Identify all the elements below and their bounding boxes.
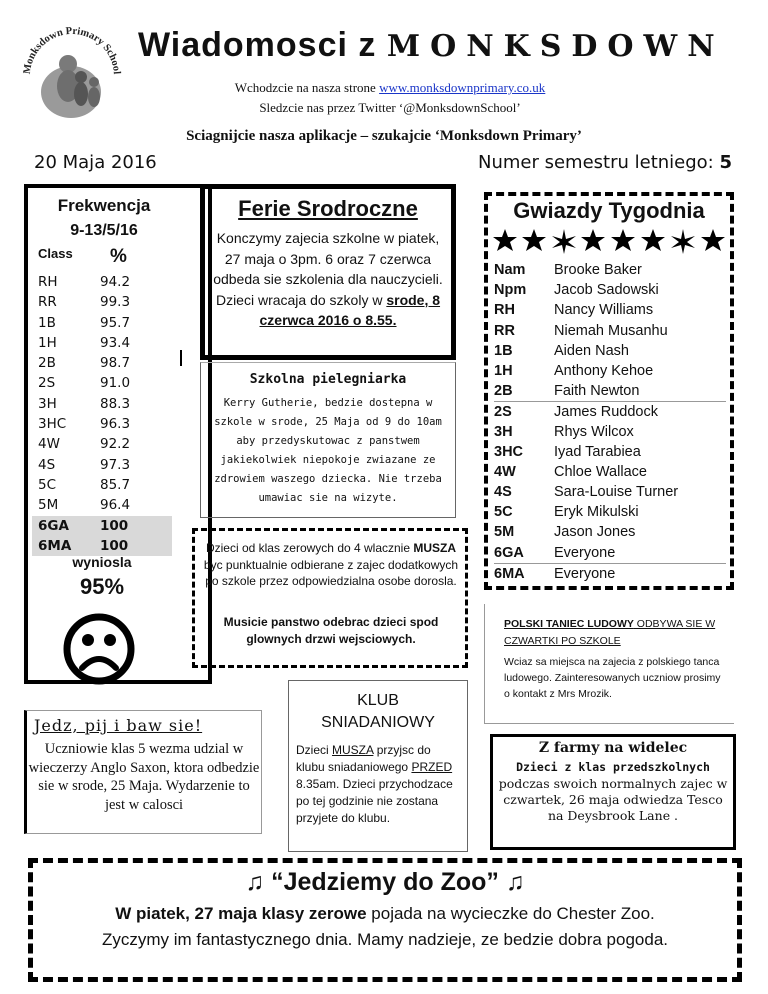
star-name: Rhys Wilcox	[554, 423, 634, 440]
sad-face-icon	[62, 612, 136, 686]
attendance-row	[32, 313, 172, 333]
star-row	[494, 260, 726, 280]
website-prefix: Wchodzcie na nasza strone	[234, 80, 376, 95]
attendance-class: 2B	[38, 355, 56, 372]
attendance-row-highlight	[32, 516, 172, 536]
attendance-class: RR	[38, 294, 57, 311]
website-link[interactable]: www.monksdownprimary.co.uk	[379, 80, 546, 95]
star-class: 2B	[494, 383, 513, 400]
half-term-text	[208, 228, 448, 331]
attendance-table	[32, 272, 172, 556]
star-row	[494, 341, 726, 361]
attendance-row	[32, 272, 172, 292]
attendance-value: 99.3	[100, 294, 131, 311]
star-decoration-icons	[492, 228, 726, 254]
star-row	[494, 381, 726, 401]
star-class: Npm	[494, 282, 527, 299]
attendance-class: 4W	[38, 436, 60, 453]
star-class: 6GA	[494, 544, 524, 561]
star-row	[494, 482, 726, 502]
star-name: Brooke Baker	[554, 262, 642, 278]
star-icon	[552, 229, 576, 254]
attendance-value: 97.3	[100, 456, 131, 473]
attendance-value: 94.2	[100, 274, 131, 290]
attendance-row	[32, 373, 172, 393]
star-class: 5M	[494, 524, 515, 541]
breakfast-club-text	[296, 742, 462, 827]
attendance-value: 100	[100, 537, 129, 554]
attendance-class: 1B	[38, 314, 56, 331]
star-name: Aiden Nash	[554, 342, 629, 359]
attendance-row	[32, 414, 172, 434]
divider	[180, 350, 182, 366]
attendance-value: 85.7	[100, 476, 131, 493]
star-row	[494, 442, 726, 462]
star-icon	[611, 229, 635, 251]
half-term-title: Ferie Srodroczne	[238, 196, 418, 221]
zoo-line-1-rest: pojada na wycieczke do Chester Zoo.	[366, 904, 655, 923]
attendance-row	[32, 394, 172, 414]
attendance-row	[32, 434, 172, 454]
star-class: 1H	[494, 362, 513, 379]
star-name: Iyad Tarabiea	[554, 443, 641, 460]
pickup-text-a: Dzieci od klas zerowych do 4 wlacznie	[205, 541, 411, 555]
star-name: Eryk Mikulski	[554, 504, 639, 521]
attendance-class: RH	[38, 274, 58, 290]
star-icon	[493, 229, 517, 251]
folk-dance-title-rest: ODBYWA SIE W CZWARTKI PO SZKOLE	[504, 618, 716, 647]
attendance-value: 88.3	[100, 395, 131, 412]
star-row	[494, 462, 726, 482]
attendance-row	[32, 333, 172, 353]
attendance-week: 9-13/5/16	[70, 222, 138, 239]
star-row	[494, 321, 726, 341]
zoo-title: “Jedziemy do Zoo”	[271, 868, 499, 896]
star-icon	[671, 229, 695, 254]
attendance-row	[32, 495, 172, 515]
farm-subtitle: Dzieci z klas przedszkolnych	[516, 760, 710, 774]
attendance-value: 92.2	[100, 436, 131, 453]
newsletter-title	[138, 26, 738, 65]
star-row	[494, 361, 726, 381]
nurse-title: Szkolna pielegniarka	[249, 372, 407, 387]
breakfast-club-title-1: KLUB	[357, 692, 399, 709]
svg-text:Monksdown Primary School: Monksdown Primary School	[21, 25, 122, 75]
title-prefix: Wiadomosci z	[138, 26, 377, 64]
attendance-total: 95%	[79, 574, 125, 599]
breakfast-club-title-2: SNIADANIOWY	[321, 714, 435, 731]
star-row	[494, 502, 726, 522]
attendance-value: 96.3	[100, 416, 131, 433]
zoo-line-2: Zyczymy im fantastycznego dnia. Mamy nadzieje, ze bedzie dobra pogoda.	[101, 930, 668, 949]
zoo-title-line	[28, 868, 742, 897]
attendance-class: 4S	[38, 456, 56, 473]
folk-dance-text: Wciaz sa miejsca na zajecia z polskiego tanca ludowego. Zainteresowanych uczniow prosimy o kontakt z Mrs Mrozik.	[504, 656, 721, 700]
star-class: 3H	[494, 423, 513, 440]
term-label: Numer semestru letniego:	[477, 152, 714, 173]
star-class: 1B	[494, 342, 513, 359]
attendance-class: 2S	[38, 375, 56, 392]
star-row	[494, 300, 726, 320]
star-class: 4S	[494, 484, 512, 501]
pickup-text-must: MUSZA	[413, 541, 457, 555]
app-line: Sciagnijcie nasza aplikacje – szukajcie ‘Monksdown Primary’	[186, 128, 582, 144]
star-name: Everyone	[554, 544, 616, 561]
star-icon	[641, 229, 665, 251]
star-name: Everyone	[554, 565, 616, 582]
school-logo	[16, 14, 126, 124]
website-line	[140, 80, 640, 96]
star-class: 5C	[494, 504, 513, 521]
star-class: 2S	[494, 404, 512, 421]
attendance-row	[32, 292, 172, 312]
stars-list	[494, 260, 726, 583]
star-name: Jason Jones	[554, 524, 636, 541]
star-icon	[522, 229, 546, 251]
star-row	[494, 563, 726, 583]
klub-text-before: PRZED	[411, 760, 453, 774]
star-name: Sara-Louise Turner	[554, 484, 679, 501]
pickup-text-b: byc punktualnie odbierane z zajec dodatkowych po szkole przez odpowiedzialna osobe dorosla.	[203, 557, 459, 588]
attendance-value: 100	[100, 517, 129, 534]
music-note-icon: ♫	[505, 868, 525, 896]
attendance-row	[32, 455, 172, 475]
folk-dance-title	[504, 616, 724, 650]
zoo-line-1	[28, 904, 742, 924]
star-name: Niemah Musanhu	[554, 322, 668, 339]
newsletter-date: 20 Maja 2016	[34, 152, 157, 173]
attendance-value: 91.0	[100, 375, 131, 392]
twitter-line: Sledzcie nas przez Twitter ‘@MonksdownSchool’	[259, 100, 521, 115]
klub-text-b: przyjsc do klubu sniadaniowego	[296, 743, 431, 774]
feast-text: Uczniowie klas 5 wezma udzial w wieczerzy Anglo Saxon, ktora odbedzie sie w srode, 25 Maja. Wydarzenie to jest w calosci	[28, 741, 260, 813]
star-name: Chloe Wallace	[554, 463, 647, 480]
star-class: RH	[494, 302, 515, 319]
star-class: 4W	[494, 463, 516, 480]
attendance-value: 96.4	[100, 497, 131, 514]
attendance-class: 5C	[38, 476, 57, 493]
attendance-row	[32, 475, 172, 495]
star-row	[494, 543, 726, 563]
klub-text-a: Dzieci	[296, 743, 329, 757]
attendance-class: 1H	[38, 334, 57, 351]
nurse-text: Kerry Gutherie, bedzie dostepna w szkole w srode, 25 Maja od 9 do 10am aby przedyskutowac z panstwem jakiekolwiek niepokoje zwiazane ze zdrowiem waszego dziecka. Nie trzeba umawiac sie na wizyte.	[214, 397, 442, 504]
attendance-class: 5M	[38, 497, 59, 514]
term-number	[478, 152, 732, 173]
pickup-notice-door: Musicie panstwo odebrac dzieci spod glownych drzwi wejsciowych.	[223, 615, 439, 646]
half-term-return-date: srode, 8 czerwca 2016 o 8.55.	[259, 291, 441, 328]
zoo-line-1-bold: W piatek, 27 maja klasy zerowe	[115, 904, 367, 923]
half-term-body: Konczymy zajecia szkolne w piatek, 27 maja o 3pm. 6 oraz 7 czerwca odbeda sie szkolenia dla nauczycieli. Dzieci wracaja do szkoly w	[213, 230, 443, 308]
attendance-class: 3H	[38, 395, 57, 412]
klub-text-c: 8.35am. Dzieci przychodzace po tej godzinie nie zostana przyjete do klubu.	[296, 777, 453, 825]
star-icon	[701, 229, 725, 251]
star-row	[494, 401, 726, 421]
star-class: Nam	[494, 262, 526, 278]
attendance-class: 3HC	[38, 416, 67, 433]
star-row	[494, 280, 726, 300]
farm-text: podczas swoich normalnych zajec w czwartek, 26 maja odwiedza Tesco na Deysbrook Lane .	[498, 776, 728, 823]
feast-title: Jedz, pij i baw sie!	[34, 716, 203, 735]
star-icon	[581, 229, 605, 251]
star-row	[494, 422, 726, 442]
folk-dance-title-bold: POLSKI TANIEC LUDOWY	[504, 618, 634, 630]
star-row	[494, 522, 726, 542]
farm-title: Z farmy na widelec	[538, 740, 688, 756]
star-class: 6MA	[494, 565, 525, 582]
attendance-value: 98.7	[100, 355, 131, 372]
attendance-value: 95.7	[100, 314, 131, 331]
star-class: RR	[494, 322, 515, 339]
attendance-class: 6MA	[38, 537, 72, 554]
stars-title: Gwiazdy Tygodnia	[513, 198, 705, 223]
star-name: James Ruddock	[554, 404, 658, 421]
pickup-notice-text	[202, 540, 460, 590]
breakfast-club-title	[288, 690, 468, 734]
attendance-col-class: Class	[38, 246, 73, 261]
music-note-icon: ♫	[245, 868, 265, 896]
star-name: Faith Newton	[554, 383, 640, 400]
star-name: Anthony Kehoe	[554, 362, 654, 379]
title-school: MONKSDOWN	[386, 29, 725, 64]
attendance-col-pct: %	[110, 246, 127, 267]
attendance-row	[32, 353, 172, 373]
attendance-title: Frekwencja	[57, 196, 151, 215]
attendance-class: 6GA	[38, 517, 69, 534]
attendance-value: 93.4	[100, 334, 131, 351]
klub-text-must: MUSZA	[332, 743, 374, 757]
star-name: Nancy Williams	[554, 302, 654, 319]
star-class: 3HC	[494, 443, 524, 460]
attendance-total-label: wyniosla	[72, 554, 132, 570]
term-value: 5	[719, 152, 732, 173]
star-name: Jacob Sadowski	[554, 282, 659, 299]
